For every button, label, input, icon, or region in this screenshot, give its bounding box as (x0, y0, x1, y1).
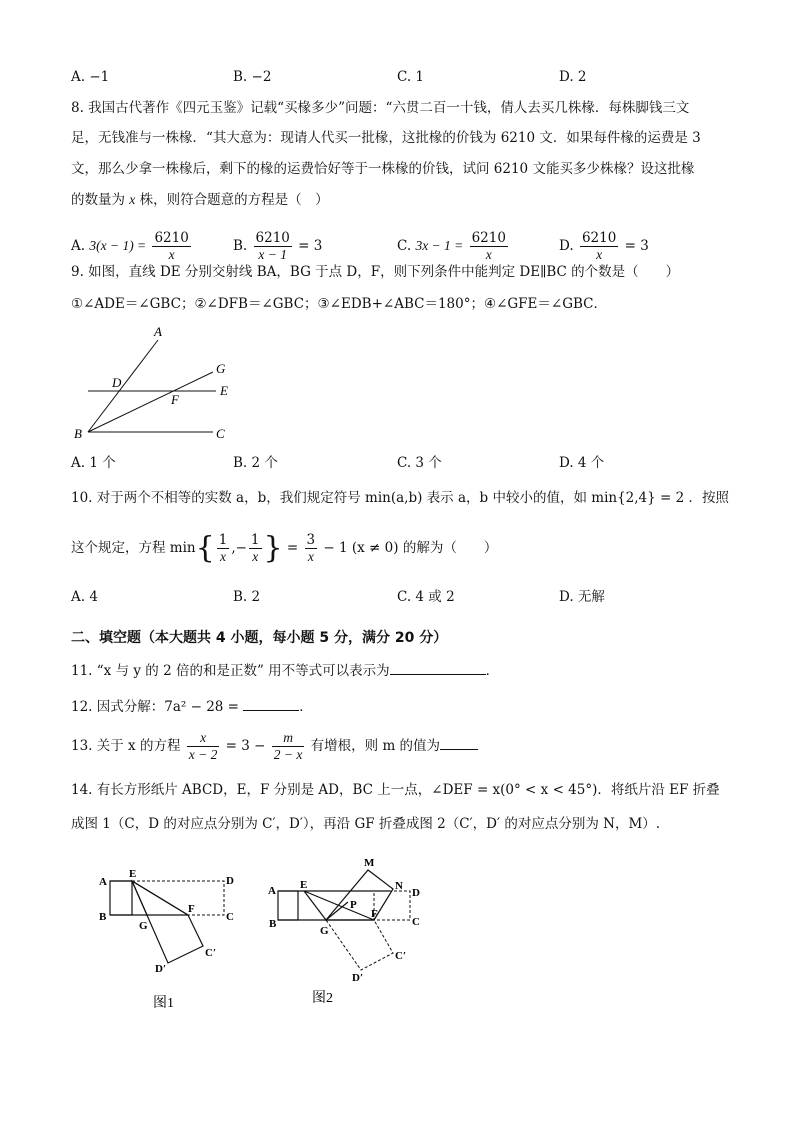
q8-option-a[interactable] (71, 230, 193, 263)
q10-min-word: min (169, 540, 196, 556)
q8-option-c-fraction (470, 230, 508, 263)
fig2-label-d-prime: D′ (352, 972, 364, 984)
fraction-numerator: m (272, 730, 305, 747)
q9-option-d[interactable]: D. 4 个 (559, 455, 605, 471)
ray-ba (88, 340, 158, 432)
fig1-caption: 图1 (153, 996, 174, 1011)
fraction-numerator: 6210 (471, 230, 506, 246)
fraction-denominator: x (168, 247, 175, 262)
fraction-denominator: x (307, 549, 314, 564)
label-g: G (216, 361, 226, 376)
fig1-label-f: F (188, 903, 195, 915)
q13-line (71, 728, 478, 764)
label-e: E (220, 383, 228, 398)
fig2-label-c: C (412, 916, 420, 928)
q10-line2-pre: 这个规定，方程 (71, 540, 166, 556)
q12-answer-blank[interactable] (243, 696, 299, 711)
q8-line4-post: 株，则符合题意的方程是（ ） (139, 192, 329, 208)
q10-min-notation: min(a,b) (365, 490, 423, 506)
fold-ef (132, 881, 188, 915)
section-heading-fill-in: 二、填空题（本大题共 4 小题，每小题 5 分，满分 20 分） (71, 630, 448, 646)
q8-option-b-rhs: = 3 (298, 238, 323, 254)
q13-frac-1 (187, 730, 220, 763)
fig1-label-a: A (99, 876, 107, 888)
q10-line1-post: ．按照 (688, 490, 730, 506)
fraction-denominator: x − 2 (188, 747, 218, 762)
fig2-caption: 图2 (312, 991, 333, 1006)
q8-option-d-fraction (580, 230, 618, 263)
q8-line4-pre: 的数量为 (71, 192, 125, 208)
fig2-label-a: A (268, 885, 276, 897)
q8-option-d-label: D. (559, 238, 574, 254)
fig1-label-g: G (139, 920, 148, 932)
dashed-first-fold (326, 920, 393, 970)
q12-line (71, 696, 313, 717)
q10-option-d[interactable]: D. 无解 (559, 589, 605, 605)
q9-options (71, 452, 731, 476)
q7-option-c[interactable]: C. 1 (397, 69, 425, 85)
q9-option-c[interactable]: C. 3 个 (397, 455, 442, 471)
q11-answer-blank[interactable] (390, 660, 486, 675)
q8-variable-x: x (129, 192, 136, 207)
fig1-label-c-prime: C′ (205, 947, 217, 959)
dashed-right-part (374, 891, 410, 920)
fraction-numerator: 1 (250, 532, 260, 548)
label-d: D (112, 375, 122, 390)
q7-option-b[interactable]: B. −2 (233, 69, 272, 85)
q8-option-b-label: B. (233, 238, 248, 254)
fig2-label-d: D (412, 887, 420, 899)
q9-figure (70, 322, 240, 446)
q7-options (71, 66, 731, 90)
q10-line2-post: 的解为（ ） (402, 540, 498, 556)
q8-options (71, 222, 731, 262)
q12-end: ． (299, 699, 313, 715)
fraction-numerator: 1 (218, 532, 228, 548)
q8-option-d[interactable] (559, 230, 649, 263)
q8-option-b[interactable] (233, 230, 322, 263)
q10-comma: , (231, 540, 236, 556)
q8-line-1: 8. 我国古代著作《四元玉鉴》记载“买椽多少”问题：“六贯二百一十钱，倩人去买几株椽．每株脚钱三文 (71, 100, 690, 116)
fraction-denominator: 2 − x (273, 747, 303, 762)
fraction-denominator: x (596, 247, 603, 262)
ray-bg (88, 372, 213, 432)
q10-line1-mid: 表示 a，b 中较小的值，如 (426, 490, 587, 506)
q10-frac-1 (217, 532, 230, 565)
q8-option-d-rhs: = 3 (624, 238, 649, 254)
q10-equals: = (286, 540, 299, 556)
q12-text: 12. 因式分解：7a² − 28 = (71, 699, 239, 715)
fig1-label-b: B (99, 911, 107, 923)
fraction-numerator: x (187, 730, 220, 747)
fig2-label-m: M (364, 857, 375, 869)
fraction-denominator: x (485, 247, 492, 262)
q14-figure-1 (95, 860, 255, 1020)
q10-eq-tail: − 1 (x ≠ 0) (323, 540, 399, 556)
q13-pre: 13. 关于 x 的方程 (71, 738, 181, 754)
q7-option-a[interactable]: A. −1 (71, 69, 110, 85)
q10-neg: − (235, 540, 247, 556)
q8-option-a-label: A. (71, 238, 86, 254)
q10-line-1 (71, 488, 729, 508)
q8-line-2: 足，无钱准与一株椽．“其大意为：现请人代买一批椽，这批椽的价钱为 6210 文．如果每件椽的运费是 3 (71, 130, 701, 146)
fig1-label-c: C (226, 911, 234, 923)
fig2-label-p: P (350, 899, 357, 911)
q7-option-d[interactable]: D. 2 (559, 69, 587, 85)
q11-end: ． (485, 663, 500, 679)
q9-line-1: 9. 如图，直线 DE 分别交射线 BA，BG 于点 D，F，则下列条件中能判定 DE∥BC 的个数是（ ） (71, 264, 680, 280)
fraction-denominator: x (220, 549, 227, 564)
dashed-original-rect (132, 881, 224, 915)
label-c: C (216, 426, 225, 441)
q8-option-a-lhs: 3(x − 1) = (89, 238, 147, 253)
q10-min-example: min{2,4} = 2 (591, 490, 685, 506)
q10-frac-2 (249, 532, 262, 565)
label-b: B (74, 426, 82, 441)
right-brace: } (263, 530, 283, 566)
label-f: F (171, 392, 179, 407)
fig1-label-e: E (129, 868, 137, 880)
fraction-denominator: x (252, 549, 259, 564)
q8-line-3: 文，那么少拿一株椽后，剩下的椽的运费恰好等于一株椽的价钱，试问 6210 文能买多少株椽？设这批椽 (71, 161, 695, 177)
q8-option-a-fraction (152, 230, 190, 263)
q8-option-c-label: C. (397, 238, 412, 254)
q13-frac-2 (272, 730, 305, 763)
fraction-numerator: 6210 (581, 230, 617, 246)
q13-answer-blank[interactable] (440, 735, 478, 750)
fig1-label-d-prime: D′ (155, 963, 167, 975)
fraction-numerator: 6210 (255, 230, 290, 246)
q9-option-a[interactable]: A. 1 个 (71, 455, 116, 471)
q8-option-c-lhs: 3x − 1 = (415, 238, 464, 253)
q10-option-b[interactable]: B. 2 (233, 589, 261, 605)
fig2-label-n: N (395, 880, 403, 892)
q9-option-b[interactable]: B. 2 个 (233, 455, 278, 471)
q8-option-c[interactable] (397, 230, 510, 263)
fig2-label-c-prime: C′ (395, 950, 407, 962)
q14-line-1: 14. 有长方形纸片 ABCD，E，F 分别是 AD，BC 上一点，∠DEF = x(0° < x < 45°)．将纸片沿 EF 折叠 (71, 782, 720, 798)
q9-line-2: ①∠ADE＝∠GBC；②∠DFB＝∠GBC；③∠EDB+∠ABC＝180°；④∠GFE＝∠GBC． (71, 296, 607, 312)
fig2-label-e: E (300, 879, 308, 891)
fig1-label-d: D (226, 875, 234, 887)
rect-abg (278, 891, 298, 920)
q13-mid: = 3 − (225, 738, 266, 754)
fraction-numerator: 6210 (154, 230, 189, 246)
label-a: A (154, 324, 162, 339)
q8-line-4 (71, 190, 329, 210)
q10-options (71, 586, 731, 610)
q10-option-c[interactable]: C. 4 或 2 (397, 589, 455, 605)
fig2-label-g: G (320, 925, 329, 937)
q11-text: 11. “x 与 y 的 2 倍的和是正数” 用不等式可以表示为 (71, 663, 390, 679)
q8-option-b-fraction (254, 230, 292, 263)
q10-option-a[interactable]: A. 4 (71, 589, 98, 605)
q13-post: 有增根，则 m 的值为 (310, 738, 441, 754)
fraction-numerator: 3 (306, 532, 316, 548)
left-brace: { (195, 530, 215, 566)
fraction-denominator: x − 1 (258, 247, 287, 262)
q11-line (71, 660, 499, 681)
q14-figure-2 (268, 850, 438, 1015)
q10-line1-pre: 10. 对于两个不相等的实数 a，b，我们规定符号 (71, 490, 361, 506)
q10-line-2 (71, 530, 497, 566)
fig2-label-f: F (371, 908, 378, 920)
fig2-label-b: B (269, 918, 277, 930)
q10-frac-3 (305, 532, 318, 565)
rect-abgf (110, 881, 132, 915)
q14-line-2: 成图 1（C，D 的对应点分别为 C′，D′），再沿 GF 折叠成图 2（C′，D′ 的对应点分别为 N，M）. (71, 816, 661, 832)
